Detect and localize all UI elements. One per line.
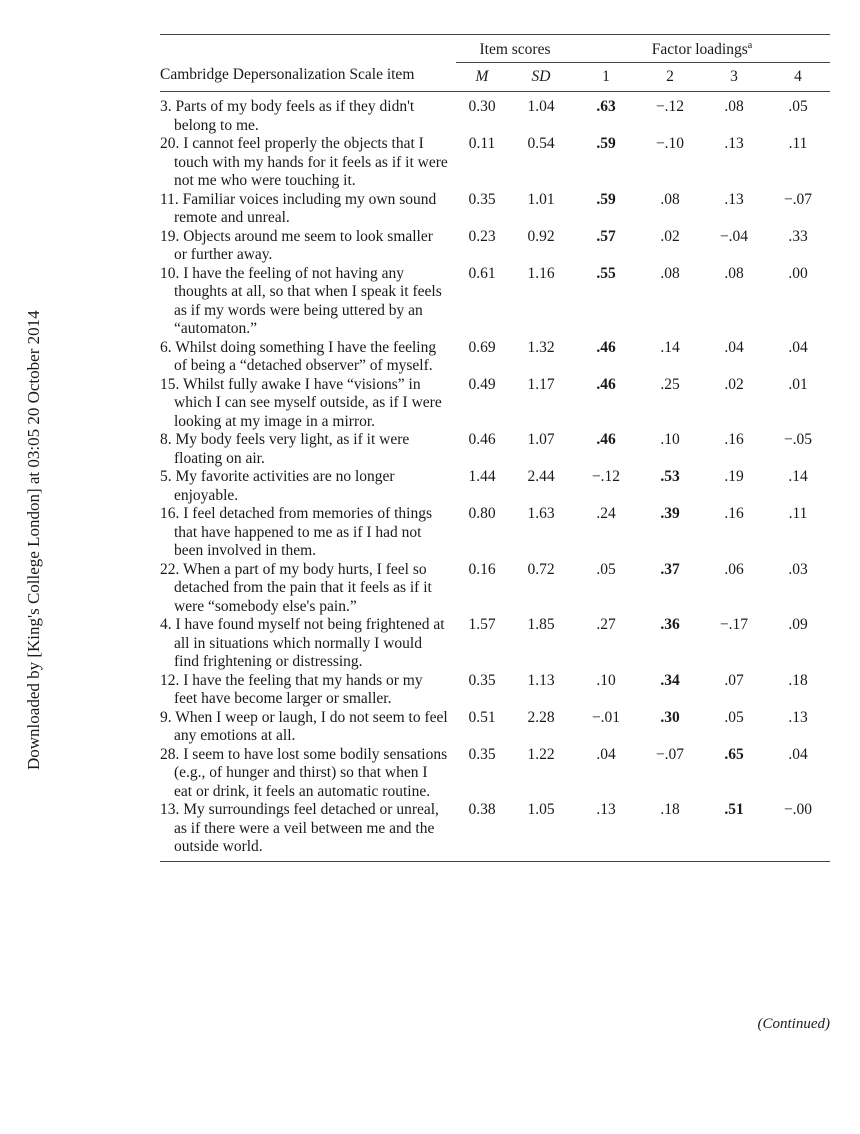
sd-cell: 2.28 [527, 708, 555, 726]
item-text-cell: 15. Whilst fully awake I have “visions” in which I can see myself outside, as if I were looking at my image in a mirror. [160, 375, 442, 430]
table-row [160, 265, 830, 339]
sd-cell: 1.13 [527, 671, 555, 689]
item-column-header: Cambridge Depersonalization Scale item [160, 35, 456, 92]
table-row [160, 561, 830, 617]
mean-cell: 0.51 [468, 708, 496, 726]
factor-loadings-header: Factor loadings$^a$ [574, 35, 830, 63]
factor-2-cell: .08 [660, 190, 680, 208]
sd-cell: 0.92 [527, 227, 555, 245]
factor-4-cell: .18 [788, 671, 808, 689]
factor-3-cell: .13 [724, 135, 744, 152]
factor-3-cell: .51 [702, 801, 766, 861]
table-row [160, 228, 830, 265]
factor-1-header: 1 [574, 63, 638, 92]
mean-cell: 0.11 [468, 135, 496, 152]
item-text-cell: 6. Whilst doing something I have the feeling of being a “detached observer” of myself. [160, 338, 437, 374]
factor-2-cell: .39 [660, 505, 680, 522]
factor-1-cell: .55 [596, 264, 616, 282]
factor-4-cell: −.07 [783, 190, 813, 208]
sd-cell: 0.54 [527, 135, 555, 152]
factor-4-cell: −.00 [766, 801, 830, 861]
sd-cell: 0.72 [527, 560, 555, 578]
factor-1-cell: −.12 [591, 468, 621, 485]
item-text-cell: 28. I seem to have lost some bodily sensations (e.g., of hunger and thirst) so that when I eat or drink, it feels an automatic routine. [160, 745, 448, 800]
sd-header: SD [508, 63, 574, 92]
factor-2-cell: .18 [638, 801, 702, 861]
factor-4-cell: .04 [788, 745, 808, 763]
factor-4-cell: .05 [788, 98, 808, 115]
factor-1-cell: .27 [596, 616, 616, 633]
factor-4-cell: .03 [788, 560, 808, 578]
factor-3-cell: .19 [724, 468, 744, 485]
factor-1-cell: .04 [596, 745, 616, 763]
factor-3-cell: .08 [724, 98, 744, 115]
sd-cell: 1.01 [527, 190, 555, 208]
sd-cell: 1.04 [527, 98, 555, 115]
item-text-cell: 12. I have the feeling that my hands or my feet have become larger or smaller. [160, 671, 423, 707]
table-row [160, 801, 830, 861]
factor-4-cell: .11 [788, 505, 808, 522]
factor-1-cell: .24 [596, 505, 616, 522]
factor-1-cell: .46 [596, 431, 616, 448]
mean-cell: 0.80 [468, 505, 496, 522]
table-row [160, 746, 830, 802]
item-text-cell: 9. When I weep or laugh, I do not seem to feel any emotions at all. [160, 708, 448, 744]
factor-1-cell: .59 [596, 135, 616, 152]
factor-2-cell: −.12 [655, 98, 685, 115]
factor-4-cell: .13 [788, 708, 808, 726]
factor-1-cell: −.01 [591, 708, 621, 726]
factor-3-cell: .65 [724, 745, 744, 763]
item-text-cell: 16. I feel detached from memories of things that have happened to me as if I had not been involved in them. [160, 505, 433, 559]
sd-cell: 1.85 [527, 616, 555, 633]
item-text-cell: 5. My favorite activities are no longer enjoyable. [160, 468, 395, 504]
factor-3-cell: .16 [724, 505, 744, 522]
factor-3-cell: .16 [724, 431, 744, 448]
factor-3-cell: .07 [724, 671, 744, 689]
factor-3-cell: .02 [724, 375, 744, 393]
table-body [160, 92, 830, 862]
factor-4-cell: .09 [788, 616, 808, 633]
mean-cell: 0.16 [468, 560, 496, 578]
factor-4-cell: .11 [788, 135, 808, 152]
factor-4-header: 4 [766, 63, 830, 92]
table-row [160, 672, 830, 709]
factor-1-cell: .13 [574, 801, 638, 861]
item-text-cell: 13. My surroundings feel detached or unreal, as if there were a veil between me and the outside world. [160, 801, 456, 861]
item-text-cell: 3. Parts of my body feels as if they didn't belong to me. [160, 98, 415, 134]
factor-1-cell: .46 [596, 375, 616, 393]
factor-4-cell: .01 [788, 375, 808, 393]
factor-3-cell: −.04 [719, 227, 749, 245]
sd-cell: 1.63 [527, 505, 555, 522]
factor-3-cell: .13 [724, 190, 744, 208]
factor-1-cell: .57 [596, 227, 616, 245]
table-row [160, 431, 830, 468]
mean-header: M [456, 63, 508, 92]
item-scores-header: Item scores [456, 35, 574, 63]
factor-2-cell: .30 [660, 708, 680, 726]
table-row [160, 135, 830, 191]
mean-cell: 0.61 [468, 264, 496, 282]
sd-cell: 1.17 [527, 375, 555, 393]
mean-cell: 1.44 [468, 468, 496, 485]
sd-cell: 1.05 [508, 801, 574, 861]
factor-1-cell: .05 [596, 560, 616, 578]
factor-2-cell: .02 [660, 227, 680, 245]
factor-1-cell: .59 [596, 190, 616, 208]
table-row [160, 505, 830, 561]
item-text-cell: 4. I have found myself not being frightened at all in situations which normally I would find frightening or distressing. [160, 616, 445, 670]
factor-4-cell: .33 [788, 227, 808, 245]
item-text-cell: 8. My body feels very light, as if it were floating on air. [160, 431, 410, 467]
mean-cell: 0.23 [468, 227, 496, 245]
factor-2-cell: −.10 [655, 135, 685, 152]
factor-4-cell: −.05 [783, 431, 813, 448]
mean-cell: 0.69 [468, 338, 496, 356]
factor-2-cell: .25 [660, 375, 680, 393]
mean-cell: 0.35 [468, 745, 496, 763]
factor-2-cell: .10 [660, 431, 680, 448]
factor-1-cell: .63 [596, 98, 616, 115]
factor-4-cell: .14 [788, 468, 808, 485]
table-row [160, 616, 830, 672]
data-table [160, 34, 830, 862]
factor-4-cell: .04 [788, 338, 808, 356]
sd-cell: 1.22 [527, 745, 555, 763]
table-row [160, 92, 830, 136]
factor-2-cell: .08 [660, 264, 680, 282]
mean-cell: 0.30 [468, 98, 496, 115]
factor-3-header: 3 [702, 63, 766, 92]
item-text-cell: 22. When a part of my body hurts, I feel so detached from the pain that it feels as if it were “somebody else's pain.” [160, 560, 432, 615]
factor-2-cell: .34 [660, 671, 680, 689]
factor-1-cell: .46 [596, 338, 616, 356]
table-row [160, 468, 830, 505]
factor-2-header: 2 [638, 63, 702, 92]
cds-factor-table [160, 34, 830, 862]
table-row [160, 709, 830, 746]
mean-cell: 0.35 [468, 190, 496, 208]
footnote-marker: a [747, 39, 753, 51]
factor-2-cell: .37 [660, 560, 680, 578]
factor-3-cell: .05 [724, 708, 744, 726]
factor-3-cell: .04 [724, 338, 744, 356]
factor-2-cell: .36 [660, 616, 680, 633]
item-text-cell: 20. I cannot feel properly the objects that I touch with my hands for it feels as if it were not me who were touching it. [160, 135, 448, 189]
factor-2-cell: −.07 [655, 745, 685, 763]
item-text-cell: 10. I have the feeling of not having any thoughts at all, so that when I speak it feels as if my words were being uttered by an “automaton.” [160, 264, 442, 337]
mean-cell: 0.38 [456, 801, 508, 861]
download-watermark: Downloaded by [King's College London] at 03:05 20 October 2014 [24, 310, 43, 770]
factor-3-cell: −.17 [719, 616, 749, 633]
sd-cell: 2.44 [527, 468, 555, 485]
table-row [160, 376, 830, 432]
sd-cell: 1.07 [527, 431, 555, 448]
sd-cell: 1.32 [527, 338, 555, 356]
table-row [160, 191, 830, 228]
factor-3-cell: .06 [724, 560, 744, 578]
item-text-cell: 19. Objects around me seem to look smaller or further away. [160, 227, 433, 263]
mean-cell: 0.49 [468, 375, 496, 393]
factor-2-cell: .53 [660, 468, 680, 485]
factor-2-cell: .14 [660, 338, 680, 356]
sd-cell: 1.16 [527, 264, 555, 282]
continued-note: (Continued) [757, 1016, 830, 1032]
mean-cell: 0.35 [468, 671, 496, 689]
mean-cell: 1.57 [468, 616, 496, 633]
item-text-cell: 11. Familiar voices including my own sound remote and unreal. [160, 190, 437, 226]
table-row [160, 339, 830, 376]
mean-cell: 0.46 [468, 431, 496, 448]
factor-1-cell: .10 [596, 671, 616, 689]
factor-4-cell: .00 [788, 264, 808, 282]
factor-3-cell: .08 [724, 264, 744, 282]
